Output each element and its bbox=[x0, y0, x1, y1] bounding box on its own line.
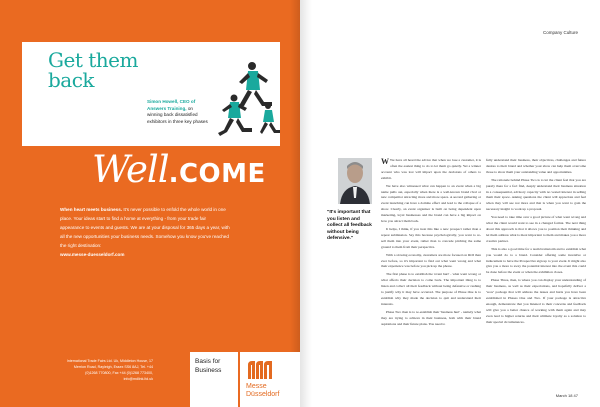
basis-line-1: Basis for bbox=[195, 358, 221, 365]
article-column-1 bbox=[381, 158, 481, 329]
article-title bbox=[48, 50, 138, 90]
drop-cap: W bbox=[381, 157, 389, 166]
col2-paragraph: This is also a good time for a team brainstorm and to establish what you would do to a brand. Consider offering some incentive or inducement to have the Prospective sign up to your event. It might also give you a more to sway the potential interest into the event this could be done before the event or when the exhibition closes. bbox=[486, 246, 586, 275]
pull-quote: "It's important that you listen and collect all feedback without being defensive." bbox=[327, 210, 372, 241]
messe-duesseldorf-wordmark bbox=[246, 383, 279, 399]
col1-paragraph: The first phase is to establish the 'event hurt' - what went wrong or what affects their decision to come back. The important thing is to listen and collect all their feedback without being defensive or rushing to justify why it may have occurred. The purpose of Phase One is to establish why they made the decision to quit and understand their interests. bbox=[381, 272, 481, 306]
ad-intro-bold: When heart meets business. bbox=[60, 207, 123, 212]
col1-paragraph: It helps, I think, if you treat this like a new prospect rather than a repeat submission. Say this because psychologically, you want to re-sell them into your event, rather than to concede pitching the same ground to them from their perspective. bbox=[381, 226, 481, 249]
title-line-1: Get them bbox=[48, 48, 138, 72]
running-businessmen-illustration bbox=[212, 58, 282, 140]
paragraph-text: We have all heard the advice that when we lose a customer, it is often the easiest thing to do to let them go quietly. Yet a winner account who was lost will impact upon the decisions of others to exhibit. bbox=[381, 158, 481, 180]
standfirst-author: Simon Howell, CEO of Answers Training, bbox=[147, 99, 196, 111]
col1-paragraph: Phase Two then is to re-establish their 'business hurt' - namely what they are trying to achieve in their business, both with their brand aspirations and their future plans. You need to bbox=[381, 309, 481, 326]
col2-paragraph: Phase Three, then, is where you can display your understanding of their business, as well as their expectations, and hopefully deliver a 'wow' package that will address the issues and hurts you have been established in Phases One and Two. If your package is attractive enough, demonstrate that you listened to their concerns and feedback will give you a better chance of working with them again and may even lead to higher returns and their ultimate loyalty as a solution to their special circumstances. bbox=[486, 278, 586, 324]
logo-well: Well bbox=[92, 148, 169, 191]
article-standfirst bbox=[147, 99, 209, 125]
ad-url[interactable]: www.messe-duesseldorf.com bbox=[60, 252, 125, 257]
welcome-logo bbox=[92, 148, 266, 191]
col2-paragraph: fully understand their business, their objectives, challenges and future desires to their brand and whether your show can help them overcome those to show them your outstanding value and opportunities. bbox=[486, 158, 586, 174]
section-header: Company Culture bbox=[542, 30, 578, 35]
article-column-2 bbox=[486, 158, 586, 327]
page-fold-shadow bbox=[300, 0, 312, 407]
messe-duesseldorf-logo-icon bbox=[247, 360, 273, 380]
col1-paragraph: With a slowing economy, customers are more focused on ROI than ever before, so it's important to find out what went wrong and what their experience was before you pick up the phone. bbox=[381, 252, 481, 269]
brand-line-2: Düsseldorf bbox=[246, 391, 280, 398]
brand-line-1: Messe bbox=[246, 383, 267, 390]
ad-intro: It's never possible to enfold the whole world in one place. Your ideas start to find a home at everything - from your trade fair appearance to events and guests. We are at your disposal for 365 days a year, with all the new opportunities your business needs. Somehow you know you've reached the right destination: bbox=[60, 207, 230, 248]
standfirst-text: on winning back dissatisfied exhibitors in three key phases bbox=[147, 105, 208, 124]
basis-line-2: Business bbox=[195, 367, 222, 374]
title-line-2: back bbox=[48, 68, 95, 92]
col1-paragraph: We have also witnessed what can happen to an event when a big name pulls out, especially when there is a well-known brand rival or new competitor attracting more and more space. A second gathering or event launching can have a domino effect and lead to the collapse of a show. Clearly, an event organiser is built on being dependent upon marketing, loyal businesses and the brand can have a big impact on how you attract them back. bbox=[381, 183, 481, 224]
author-photo bbox=[338, 158, 372, 204]
basis-for-business-text bbox=[195, 357, 237, 375]
col2-paragraph: The rationale behind Phase Two is to let the client feel that you are purely there for a fact find, deeply understand their business situation in a consequential, advisory capacity with no vested interest in selling them their space. Asking questions the client will appreciate and feel when they will see not more and that is when you want to gain the necessary insight to work up a proposal. bbox=[486, 177, 586, 212]
ad-body bbox=[60, 205, 230, 259]
logo-come: .COME bbox=[168, 159, 266, 189]
col1-paragraph bbox=[381, 158, 481, 182]
col2-paragraph: You need to take time over a good picture of what went wrong and what the client would want to see in a changed format. The next thing about this approach is that it allows you to position their thinking and let them address what is most important to them and makes you a more creative partner. bbox=[486, 215, 586, 243]
ad-contact-details: International Trade Fairs Ltd. Uk, Middleton House, 17 Merrion Road, Rayleigh, Essex SS6 8AJ, Tel. +44 (0)1268 770800, Fax +44 (0)1268 773400, info@mdlink.ltd.uk bbox=[66, 359, 153, 381]
page-fold-shadow bbox=[290, 0, 300, 407]
page-number: March 18 47 bbox=[555, 393, 578, 398]
